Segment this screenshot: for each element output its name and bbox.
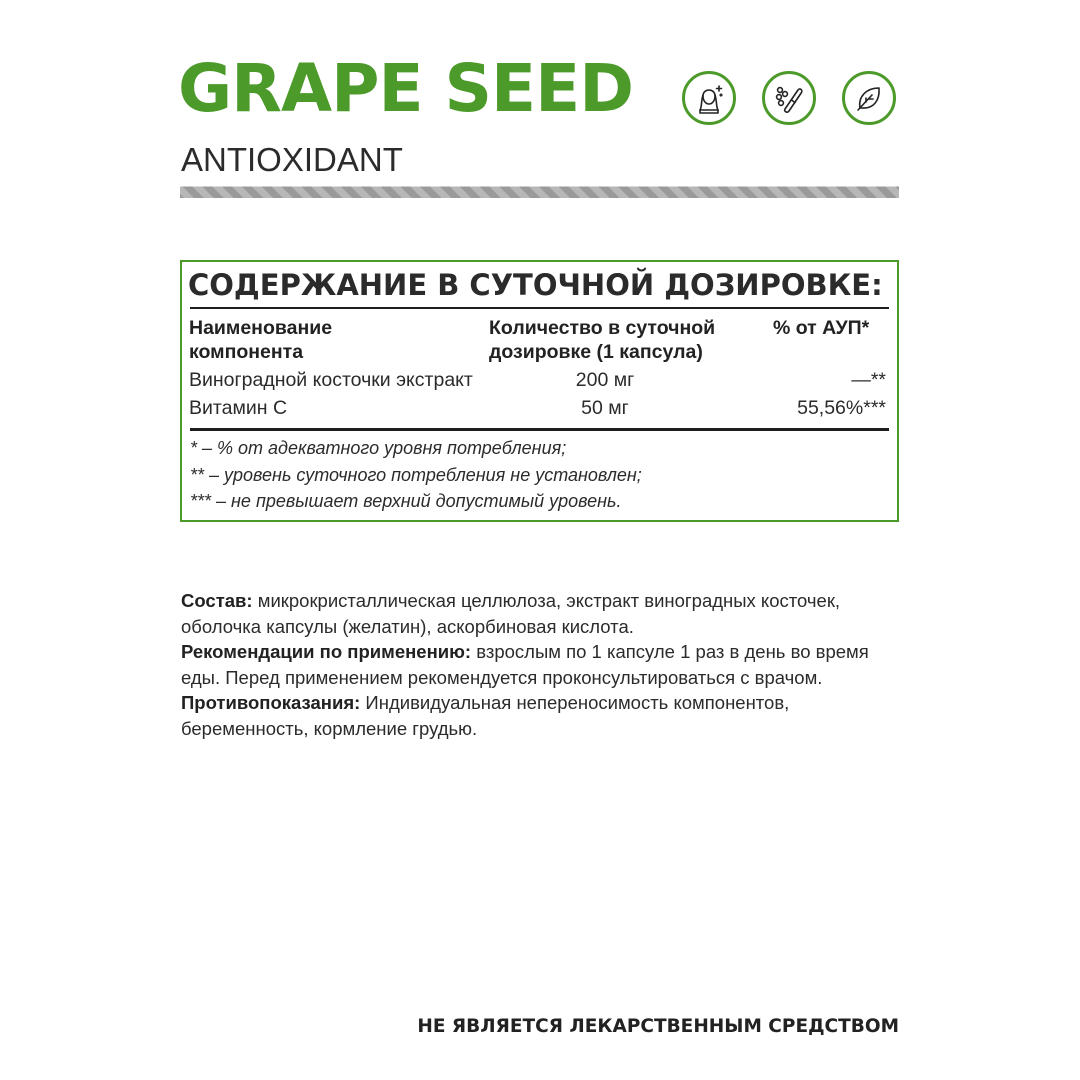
product-info: [181, 588, 906, 741]
benefit-icons: [682, 71, 900, 131]
divider: [190, 307, 889, 309]
column-header-quantity: [489, 316, 715, 364]
composition-label: Состав:: [181, 590, 253, 611]
row-2-component: Витамин С: [189, 397, 288, 419]
row-2-quantity: 50 мг: [581, 397, 629, 419]
leaf-icon: [842, 71, 896, 125]
composition-paragraph: [181, 588, 906, 639]
column-header-line: Наименование: [189, 317, 333, 339]
row-2-rda: 55,56%***: [797, 397, 886, 419]
usage-text: взрослым по 1 капсуле 1 раз в день во время еды. Перед применением рекомендуется проконсультироваться с врачом.: [181, 641, 869, 688]
row-1-rda: —**: [851, 369, 886, 391]
capsule-icon: [762, 71, 816, 125]
divider: [190, 428, 889, 431]
footnote-2: ** – уровень суточного потребления не установлен;: [190, 465, 642, 485]
column-header-rda: % от АУП*: [773, 317, 870, 339]
contraindications-label: Противопоказания:: [181, 692, 361, 713]
usage-paragraph: [181, 639, 906, 690]
column-header-line: дозировке (1 капсула): [489, 341, 703, 363]
product-title: GRAPE SEED: [178, 50, 633, 127]
footnote-3: *** – не превышает верхний допустимый уровень.: [190, 491, 622, 511]
skin-care-icon: [682, 71, 736, 125]
row-1-component: Виноградной косточки экстракт: [189, 369, 473, 391]
contraindications-text: Индивидуальная непереносимость компонентов, беременность, кормление грудью.: [181, 692, 790, 739]
column-header-line: Количество в суточной: [489, 317, 716, 339]
composition-text: микрокристаллическая целлюлоза, экстракт виноградных косточек, оболочка капсулы (желатин), аскорбиновая кислота.: [181, 590, 841, 637]
column-header-line: компонента: [189, 341, 304, 363]
row-1-quantity: 200 мг: [575, 369, 635, 391]
column-header-component: [189, 316, 332, 364]
usage-label: Рекомендации по применению:: [181, 641, 472, 662]
product-subtitle: ANTIOXIDANT: [181, 141, 403, 178]
disclaimer: НЕ ЯВЛЯЕТСЯ ЛЕКАРСТВЕННЫМ СРЕДСТВОМ: [417, 1016, 899, 1037]
daily-dose-title: СОДЕРЖАНИЕ В СУТОЧНОЙ ДОЗИРОВКЕ:: [188, 268, 883, 302]
contraindications-paragraph: [181, 690, 906, 741]
decorative-stripe-bar: [180, 184, 899, 198]
footnote-1: * – % от адекватного уровня потребления;: [190, 438, 567, 458]
